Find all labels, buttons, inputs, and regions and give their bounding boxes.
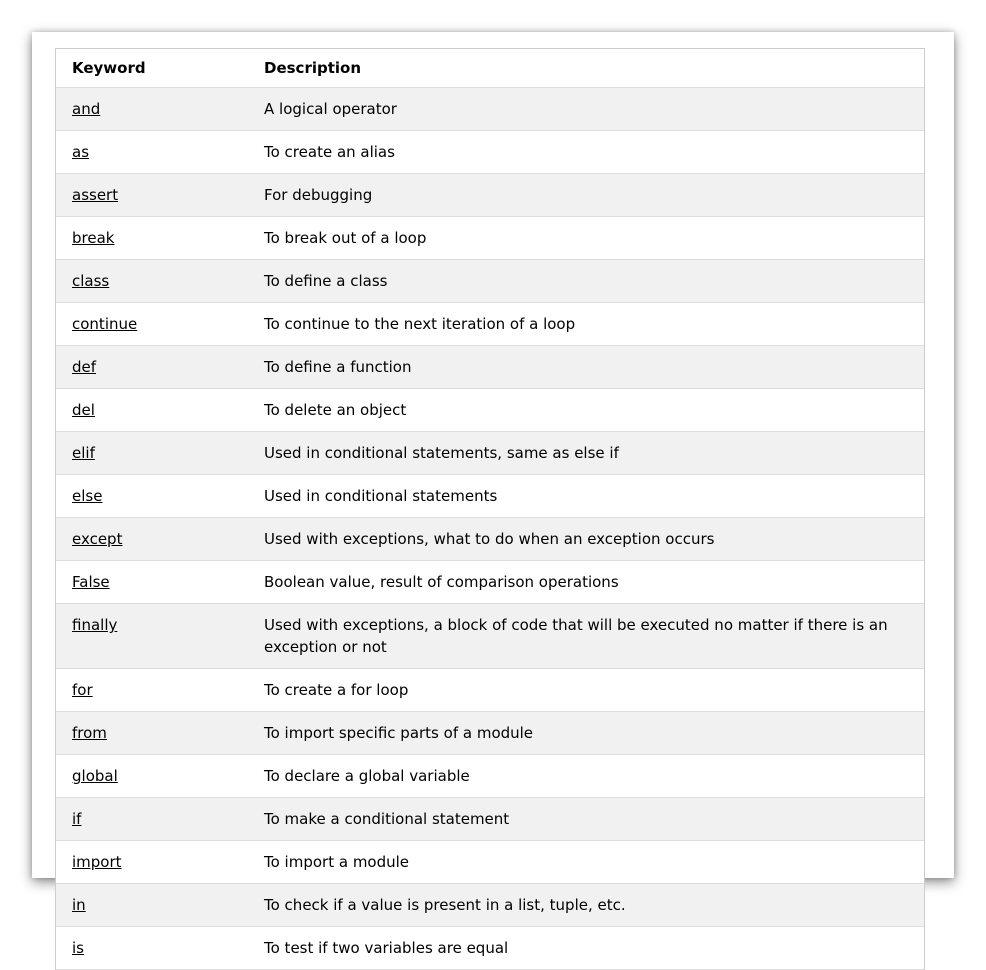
- keyword-column-header: Keyword: [72, 59, 146, 77]
- keyword-link-break[interactable]: break: [72, 229, 115, 247]
- table-row: [56, 561, 924, 604]
- keyword-link-class[interactable]: class: [72, 272, 110, 290]
- table-row: [56, 88, 924, 131]
- table-row: [56, 712, 924, 755]
- keyword-link-import[interactable]: import: [72, 853, 122, 871]
- table-row: [56, 303, 924, 346]
- description-cell: Used in conditional statements: [264, 487, 498, 505]
- keyword-link-elif[interactable]: elif: [72, 444, 95, 462]
- table-body: [56, 88, 924, 970]
- description-cell: Boolean value, result of comparison operations: [264, 573, 619, 591]
- description-cell: To make a conditional statement: [264, 810, 510, 828]
- table-header-row: [56, 49, 924, 88]
- table-row: [56, 174, 924, 217]
- keyword-cell: [56, 174, 264, 216]
- keyword-cell: [56, 927, 264, 969]
- description-cell: To create an alias: [264, 143, 395, 161]
- description-cell: To break out of a loop: [264, 229, 427, 247]
- keyword-link-except[interactable]: except: [72, 530, 123, 548]
- keyword-cell: [56, 518, 264, 560]
- description-cell: To declare a global variable: [264, 767, 470, 785]
- keyword-cell: [56, 841, 264, 883]
- keyword-cell: [56, 131, 264, 173]
- keyword-link-finally[interactable]: finally: [72, 616, 118, 634]
- description-cell: For debugging: [264, 186, 373, 204]
- table-row: [56, 604, 924, 669]
- keyword-link-if[interactable]: if: [72, 810, 82, 828]
- description-cell: To test if two variables are equal: [264, 939, 509, 957]
- description-column-header: Description: [264, 59, 362, 77]
- description-cell: To define a class: [264, 272, 388, 290]
- description-cell: Used with exceptions, what to do when an exception occurs: [264, 530, 715, 548]
- keyword-cell: [56, 755, 264, 797]
- keyword-link-del[interactable]: del: [72, 401, 95, 419]
- description-cell: To delete an object: [264, 401, 407, 419]
- description-cell: To import a module: [264, 853, 410, 871]
- keyword-cell: [56, 389, 264, 431]
- keywords-table: [55, 48, 925, 970]
- table-row: [56, 755, 924, 798]
- keyword-link-for[interactable]: for: [72, 681, 93, 699]
- keyword-cell: [56, 798, 264, 840]
- keyword-link-assert[interactable]: assert: [72, 186, 119, 204]
- keyword-cell: [56, 303, 264, 345]
- table-row: [56, 841, 924, 884]
- keyword-cell: [56, 712, 264, 754]
- content-card: [32, 32, 954, 957]
- table-row: [56, 884, 924, 927]
- description-cell: To create a for loop: [264, 681, 409, 699]
- description-cell: To continue to the next iteration of a loop: [264, 315, 576, 333]
- table-row: [56, 518, 924, 561]
- table-row: [56, 475, 924, 518]
- table-row: [56, 389, 924, 432]
- description-cell: Used in conditional statements, same as else if: [264, 444, 619, 462]
- keyword-cell: [56, 884, 264, 926]
- description-cell: To check if a value is present in a list, tuple, etc.: [264, 896, 626, 914]
- keyword-cell: [56, 217, 264, 259]
- table-row: [56, 927, 924, 970]
- keyword-cell: [56, 475, 264, 517]
- keyword-link-and[interactable]: and: [72, 100, 101, 118]
- keyword-cell: [56, 561, 264, 603]
- keyword-link-from[interactable]: from: [72, 724, 107, 742]
- table-row: [56, 260, 924, 303]
- keyword-link-as[interactable]: as: [72, 143, 90, 161]
- table-row: [56, 346, 924, 389]
- keyword-cell: [56, 604, 264, 668]
- keyword-link-continue[interactable]: continue: [72, 315, 138, 333]
- keyword-link-false[interactable]: False: [72, 573, 110, 591]
- keyword-link-global[interactable]: global: [72, 767, 118, 785]
- keyword-link-else[interactable]: else: [72, 487, 103, 505]
- description-cell: A logical operator: [264, 100, 397, 118]
- keyword-link-def[interactable]: def: [72, 358, 97, 376]
- description-cell: To define a function: [264, 358, 412, 376]
- table-row: [56, 432, 924, 475]
- table-row: [56, 131, 924, 174]
- description-cell: Used with exceptions, a block of code that will be executed no matter if there is an exception or not: [264, 616, 888, 656]
- keyword-link-in[interactable]: in: [72, 896, 86, 914]
- keyword-link-is[interactable]: is: [72, 939, 84, 957]
- keyword-cell: [56, 346, 264, 388]
- keyword-cell: [56, 432, 264, 474]
- table-row: [56, 217, 924, 260]
- table-row: [56, 798, 924, 841]
- keyword-cell: [56, 669, 264, 711]
- table-row: [56, 669, 924, 712]
- keyword-cell: [56, 260, 264, 302]
- description-cell: To import specific parts of a module: [264, 724, 534, 742]
- keyword-cell: [56, 88, 264, 130]
